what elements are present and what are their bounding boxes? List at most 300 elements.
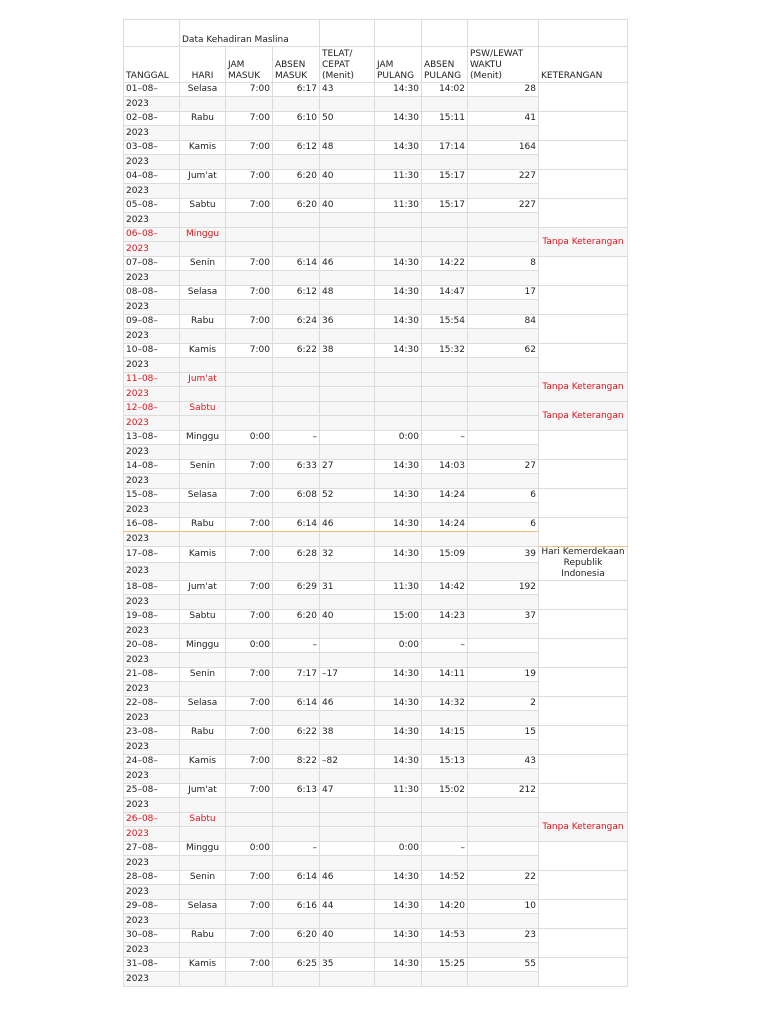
telat-cell: 46 [320, 257, 375, 271]
year-cell: 2023 [124, 416, 180, 431]
empty-cell [468, 827, 539, 842]
day-cell: Senin [180, 460, 226, 474]
jam-pulang-cell: 14:30 [375, 755, 422, 769]
empty-cell [468, 300, 539, 315]
date-cell: 26–08– [124, 813, 180, 827]
day-cell: Senin [180, 257, 226, 271]
header-hari: HARI [180, 47, 226, 83]
absen-masuk-cell: – [273, 639, 320, 653]
empty-cell [375, 184, 422, 199]
day-cell: Minggu [180, 842, 226, 856]
date-cell: 06–08– [124, 228, 180, 242]
empty-cell [422, 682, 468, 697]
empty-cell [273, 387, 320, 402]
year-cell: 2023 [124, 595, 180, 610]
empty-cell [320, 358, 375, 373]
empty-cell [273, 711, 320, 726]
empty-cell [468, 595, 539, 610]
jam-masuk-cell: 7:00 [226, 900, 273, 914]
empty-cell [226, 358, 273, 373]
empty-cell [226, 595, 273, 610]
keterangan-cell [539, 639, 628, 668]
keterangan-cell [539, 460, 628, 489]
keterangan-cell [539, 518, 628, 547]
day-cell: Jum'at [180, 170, 226, 184]
empty-cell [273, 769, 320, 784]
telat-cell: 40 [320, 170, 375, 184]
empty-cell [468, 943, 539, 958]
absen-masuk-cell: 6:14 [273, 871, 320, 885]
empty-cell [320, 885, 375, 900]
jam-masuk-cell: 7:00 [226, 518, 273, 532]
jam-masuk-cell: 7:00 [226, 755, 273, 769]
empty-cell [422, 711, 468, 726]
empty-cell [273, 798, 320, 813]
empty-cell [180, 972, 226, 987]
table-row [124, 668, 628, 682]
day-cell: Selasa [180, 286, 226, 300]
empty-cell [180, 474, 226, 489]
date-cell: 12–08– [124, 402, 180, 416]
day-cell: Kamis [180, 755, 226, 769]
empty-cell [375, 769, 422, 784]
jam-masuk-cell: 7:00 [226, 460, 273, 474]
psw-cell: 22 [468, 871, 539, 885]
attendance-table [123, 19, 628, 987]
day-cell: Senin [180, 871, 226, 885]
year-cell: 2023 [124, 624, 180, 639]
empty-cell [226, 242, 273, 257]
telat-cell [320, 373, 375, 387]
psw-cell: 227 [468, 170, 539, 184]
jam-masuk-cell: 7:00 [226, 668, 273, 682]
absen-masuk-cell: 6:33 [273, 460, 320, 474]
empty-cell [226, 740, 273, 755]
absen-pulang-cell: – [422, 842, 468, 856]
jam-masuk-cell: 7:00 [226, 784, 273, 798]
telat-cell: 48 [320, 141, 375, 155]
absen-pulang-cell: – [422, 639, 468, 653]
empty-cell [468, 474, 539, 489]
empty-cell [320, 711, 375, 726]
empty-cell [375, 740, 422, 755]
absen-pulang-cell: 14:11 [422, 668, 468, 682]
psw-cell [468, 402, 539, 416]
absen-pulang-cell [422, 228, 468, 242]
psw-cell: 6 [468, 489, 539, 503]
empty-cell [468, 798, 539, 813]
jam-masuk-cell: 7:00 [226, 199, 273, 213]
empty-cell [375, 387, 422, 402]
empty-cell [468, 97, 539, 112]
keterangan-cell: Tanpa Keterangan [539, 373, 628, 402]
psw-cell: 28 [468, 83, 539, 97]
empty-cell [375, 682, 422, 697]
date-cell: 07–08– [124, 257, 180, 271]
date-cell: 04–08– [124, 170, 180, 184]
year-cell: 2023 [124, 711, 180, 726]
empty-cell [226, 711, 273, 726]
header-absen-masuk: ABSEN MASUK [273, 47, 320, 83]
absen-pulang-cell: 14:02 [422, 83, 468, 97]
empty-cell [273, 329, 320, 344]
psw-cell: 27 [468, 460, 539, 474]
table-row [124, 755, 628, 769]
table-row [124, 697, 628, 711]
telat-cell: 40 [320, 199, 375, 213]
empty-cell [226, 97, 273, 112]
keterangan-cell [539, 141, 628, 170]
absen-pulang-cell [422, 402, 468, 416]
empty-cell [273, 885, 320, 900]
telat-cell: 52 [320, 489, 375, 503]
telat-cell: 46 [320, 697, 375, 711]
empty-cell [320, 474, 375, 489]
year-cell: 2023 [124, 972, 180, 987]
empty-cell [320, 387, 375, 402]
empty-cell [422, 126, 468, 141]
telat-cell: 38 [320, 344, 375, 358]
day-cell: Sabtu [180, 402, 226, 416]
psw-cell: 227 [468, 199, 539, 213]
title-row [124, 20, 628, 47]
empty-cell [180, 769, 226, 784]
keterangan-cell [539, 431, 628, 460]
empty-cell [468, 184, 539, 199]
jam-masuk-cell: 7:00 [226, 929, 273, 943]
jam-masuk-cell: 7:00 [226, 871, 273, 885]
empty-cell [273, 184, 320, 199]
telat-cell: 35 [320, 958, 375, 972]
empty-cell [180, 682, 226, 697]
absen-masuk-cell: 6:28 [273, 547, 320, 563]
empty-cell [422, 769, 468, 784]
empty-cell [226, 914, 273, 929]
empty-cell [375, 358, 422, 373]
date-cell: 30–08– [124, 929, 180, 943]
empty-cell [180, 445, 226, 460]
absen-masuk-cell [273, 402, 320, 416]
jam-pulang-cell: 14:30 [375, 112, 422, 126]
empty-cell [375, 914, 422, 929]
absen-pulang-cell: 14:24 [422, 518, 468, 532]
empty-cell [273, 682, 320, 697]
day-cell: Minggu [180, 228, 226, 242]
keterangan-cell [539, 668, 628, 697]
keterangan-cell [539, 929, 628, 958]
jam-pulang-cell: 14:30 [375, 257, 422, 271]
keterangan-cell [539, 344, 628, 373]
empty-cell [422, 740, 468, 755]
empty-cell [320, 503, 375, 518]
absen-pulang-cell: 15:11 [422, 112, 468, 126]
empty-cell [320, 740, 375, 755]
keterangan-cell [539, 170, 628, 199]
absen-masuk-cell: 6:10 [273, 112, 320, 126]
empty-cell [422, 97, 468, 112]
empty-cell [375, 97, 422, 112]
empty-cell [226, 943, 273, 958]
empty-cell [180, 155, 226, 170]
jam-pulang-cell: 11:30 [375, 784, 422, 798]
empty-cell [422, 358, 468, 373]
absen-pulang-cell: 15:17 [422, 199, 468, 213]
empty-cell [468, 126, 539, 141]
jam-pulang-cell: 11:30 [375, 199, 422, 213]
empty-cell [226, 532, 273, 547]
table-row [124, 286, 628, 300]
empty-cell [375, 827, 422, 842]
empty-cell [180, 653, 226, 668]
table-row [124, 639, 628, 653]
absen-pulang-cell: 14:23 [422, 610, 468, 624]
absen-pulang-cell: 15:32 [422, 344, 468, 358]
keterangan-cell [539, 697, 628, 726]
keterangan-cell [539, 958, 628, 987]
date-cell: 31–08– [124, 958, 180, 972]
jam-pulang-cell [375, 402, 422, 416]
jam-masuk-cell: 7:00 [226, 581, 273, 595]
date-cell: 13–08– [124, 431, 180, 445]
header-keterangan: KETERANGAN [539, 47, 628, 83]
year-cell: 2023 [124, 798, 180, 813]
empty-cell [273, 358, 320, 373]
absen-pulang-cell: 14:24 [422, 489, 468, 503]
empty-cell [468, 445, 539, 460]
empty-cell [180, 184, 226, 199]
date-cell: 21–08– [124, 668, 180, 682]
empty-cell [226, 271, 273, 286]
telat-cell: 31 [320, 581, 375, 595]
year-cell: 2023 [124, 474, 180, 489]
absen-masuk-cell: 6:12 [273, 141, 320, 155]
header-jam-masuk: JAM MASUK [226, 47, 273, 83]
psw-cell: 41 [468, 112, 539, 126]
date-cell: 19–08– [124, 610, 180, 624]
empty-cell [180, 126, 226, 141]
empty-cell [273, 532, 320, 547]
psw-cell [468, 431, 539, 445]
day-cell: Minggu [180, 431, 226, 445]
empty-cell [320, 827, 375, 842]
empty-cell [273, 503, 320, 518]
year-cell: 2023 [124, 97, 180, 112]
day-cell: Rabu [180, 726, 226, 740]
year-cell: 2023 [124, 503, 180, 518]
sheet-title: Data Kehadiran Maslina [180, 20, 320, 47]
empty-cell [180, 329, 226, 344]
psw-cell [468, 813, 539, 827]
table-row [124, 460, 628, 474]
jam-pulang-cell [375, 813, 422, 827]
jam-masuk-cell [226, 813, 273, 827]
date-cell: 11–08– [124, 373, 180, 387]
telat-cell: 48 [320, 286, 375, 300]
empty-cell [320, 653, 375, 668]
telat-cell [320, 228, 375, 242]
empty-cell [320, 682, 375, 697]
telat-cell [320, 402, 375, 416]
empty-cell [468, 624, 539, 639]
empty-cell [320, 624, 375, 639]
table-row [124, 547, 628, 563]
jam-pulang-cell: 14:30 [375, 489, 422, 503]
empty-cell [422, 445, 468, 460]
date-cell: 29–08– [124, 900, 180, 914]
absen-masuk-cell: 6:20 [273, 199, 320, 213]
empty-cell [375, 711, 422, 726]
empty-cell [468, 711, 539, 726]
table-row [124, 431, 628, 445]
empty-cell [273, 155, 320, 170]
empty-cell [422, 972, 468, 987]
keterangan-cell [539, 871, 628, 900]
header-telat-cepat: TELAT/ CEPAT (Menit) [320, 47, 375, 83]
absen-masuk-cell: 6:12 [273, 286, 320, 300]
telat-cell: 43 [320, 83, 375, 97]
table-row [124, 726, 628, 740]
empty-cell [180, 595, 226, 610]
date-cell: 10–08– [124, 344, 180, 358]
date-cell: 27–08– [124, 842, 180, 856]
table-row [124, 842, 628, 856]
keterangan-cell: Hari Kemerdekaan Republik Indonesia [539, 547, 628, 581]
absen-pulang-cell: 15:54 [422, 315, 468, 329]
keterangan-cell [539, 257, 628, 286]
jam-masuk-cell: 0:00 [226, 842, 273, 856]
empty-cell [180, 885, 226, 900]
table-row [124, 784, 628, 798]
jam-masuk-cell: 7:00 [226, 958, 273, 972]
jam-pulang-cell: 14:30 [375, 697, 422, 711]
keterangan-cell: Tanpa Keterangan [539, 402, 628, 431]
keterangan-cell: Tanpa Keterangan [539, 813, 628, 842]
empty-cell [320, 769, 375, 784]
header-row [124, 47, 628, 83]
empty-cell [422, 653, 468, 668]
jam-pulang-cell: 14:30 [375, 460, 422, 474]
empty-cell [273, 740, 320, 755]
empty-cell [422, 213, 468, 228]
year-cell: 2023 [124, 682, 180, 697]
empty-cell [422, 856, 468, 871]
date-cell: 25–08– [124, 784, 180, 798]
psw-cell: 84 [468, 315, 539, 329]
empty-cell [226, 798, 273, 813]
absen-masuk-cell: 6:14 [273, 257, 320, 271]
empty-cell [375, 972, 422, 987]
empty-cell [180, 416, 226, 431]
table-row [124, 112, 628, 126]
date-cell: 02–08– [124, 112, 180, 126]
empty-cell [375, 798, 422, 813]
empty-cell [422, 474, 468, 489]
empty-cell [273, 972, 320, 987]
telat-cell: 36 [320, 315, 375, 329]
day-cell: Selasa [180, 83, 226, 97]
day-cell: Kamis [180, 958, 226, 972]
empty-cell [320, 184, 375, 199]
date-cell: 05–08– [124, 199, 180, 213]
absen-pulang-cell: 15:02 [422, 784, 468, 798]
absen-masuk-cell: 6:24 [273, 315, 320, 329]
absen-masuk-cell: 6:20 [273, 170, 320, 184]
empty-cell [180, 943, 226, 958]
empty-cell [226, 563, 273, 581]
empty-cell [226, 387, 273, 402]
absen-pulang-cell: 15:13 [422, 755, 468, 769]
absen-pulang-cell: 17:14 [422, 141, 468, 155]
table-row [124, 610, 628, 624]
empty-cell [273, 827, 320, 842]
empty-cell [422, 943, 468, 958]
year-cell: 2023 [124, 126, 180, 141]
psw-cell: 6 [468, 518, 539, 532]
year-cell: 2023 [124, 943, 180, 958]
psw-cell: 43 [468, 755, 539, 769]
empty-cell [180, 740, 226, 755]
telat-cell: 40 [320, 610, 375, 624]
day-cell: Jum'at [180, 784, 226, 798]
empty-cell [180, 563, 226, 581]
empty-cell [273, 271, 320, 286]
date-cell: 22–08– [124, 697, 180, 711]
empty-cell [375, 503, 422, 518]
psw-cell: 37 [468, 610, 539, 624]
keterangan-cell: Tanpa Keterangan [539, 228, 628, 257]
absen-pulang-cell [422, 813, 468, 827]
jam-masuk-cell: 7:00 [226, 170, 273, 184]
telat-cell: 50 [320, 112, 375, 126]
date-cell: 17–08– [124, 547, 180, 563]
day-cell: Selasa [180, 697, 226, 711]
absen-pulang-cell: 14:53 [422, 929, 468, 943]
keterangan-cell [539, 610, 628, 639]
table-row [124, 257, 628, 271]
empty-cell [375, 595, 422, 610]
keterangan-cell [539, 199, 628, 228]
jam-masuk-cell: 7:00 [226, 83, 273, 97]
empty-cell [320, 213, 375, 228]
empty-cell [468, 653, 539, 668]
absen-pulang-cell: 15:25 [422, 958, 468, 972]
jam-masuk-cell: 7:00 [226, 697, 273, 711]
header-jam-pulang: JAM PULANG [375, 47, 422, 83]
day-cell: Selasa [180, 489, 226, 503]
absen-pulang-cell: 14:20 [422, 900, 468, 914]
keterangan-cell [539, 83, 628, 112]
jam-masuk-cell: 7:00 [226, 286, 273, 300]
jam-masuk-cell [226, 228, 273, 242]
jam-masuk-cell: 7:00 [226, 257, 273, 271]
jam-pulang-cell: 0:00 [375, 431, 422, 445]
absen-pulang-cell: 14:47 [422, 286, 468, 300]
day-cell: Selasa [180, 900, 226, 914]
empty-cell [422, 387, 468, 402]
empty-cell [180, 798, 226, 813]
day-cell: Jum'at [180, 581, 226, 595]
empty-cell [375, 532, 422, 547]
year-cell: 2023 [124, 387, 180, 402]
empty-cell [375, 653, 422, 668]
telat-cell [320, 431, 375, 445]
date-cell: 01–08– [124, 83, 180, 97]
psw-cell: 10 [468, 900, 539, 914]
table-row [124, 813, 628, 827]
psw-cell [468, 373, 539, 387]
telat-cell: 40 [320, 929, 375, 943]
absen-pulang-cell: 14:52 [422, 871, 468, 885]
